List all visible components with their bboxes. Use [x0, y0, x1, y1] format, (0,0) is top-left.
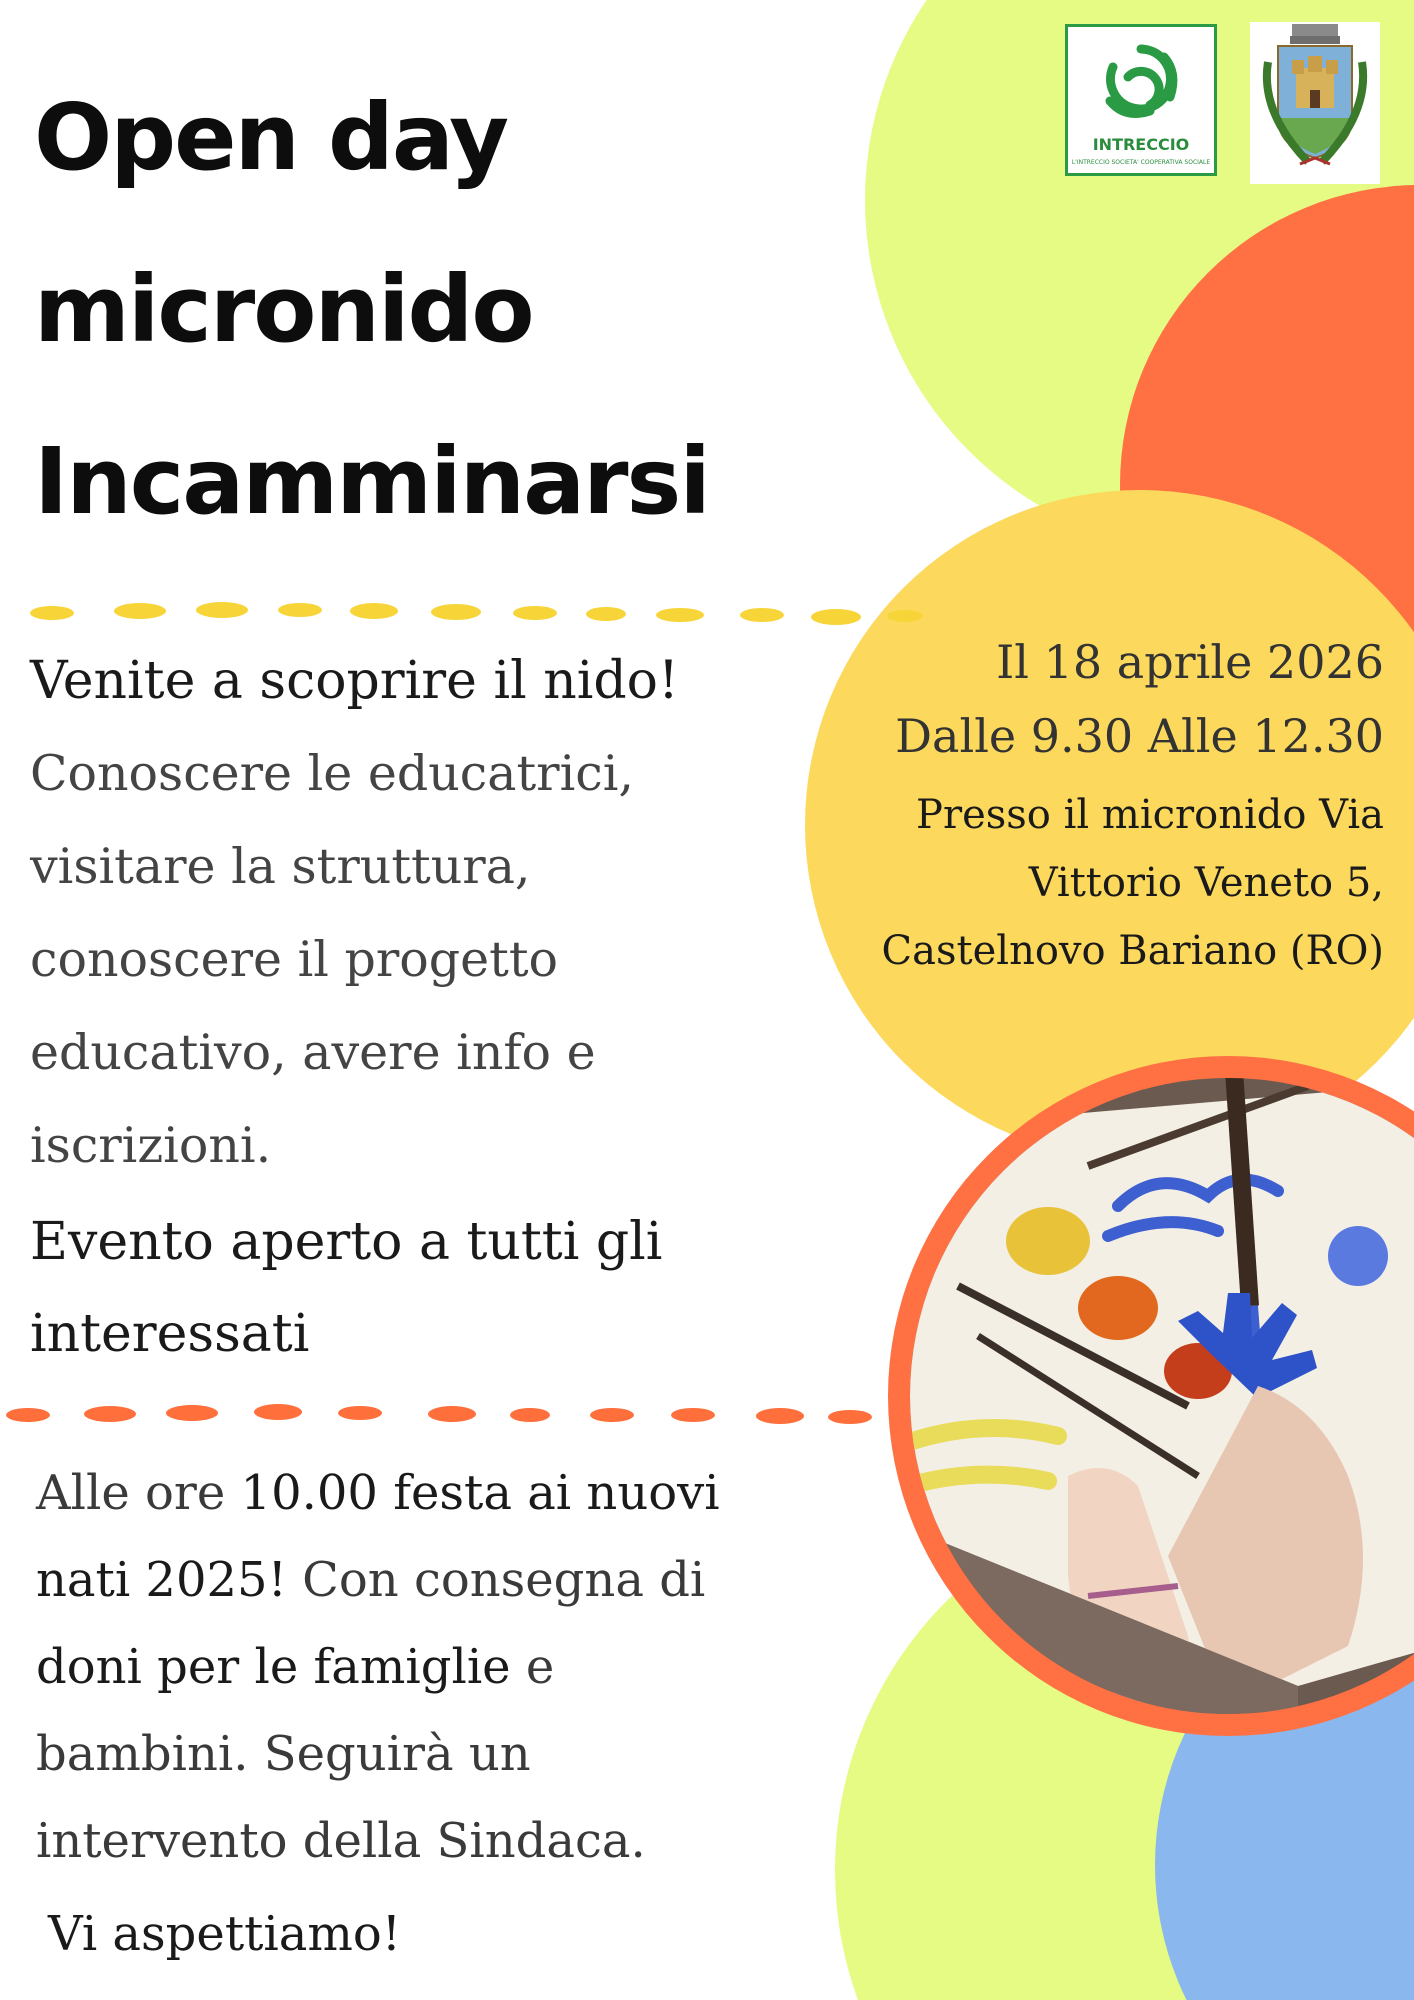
intro-body-line: conoscere il progetto — [30, 931, 559, 988]
intreccio-logo — [1065, 24, 1217, 176]
title-line-3: Incamminarsi — [34, 428, 709, 535]
place-line: Vittorio Veneto 5, — [1028, 860, 1384, 906]
party-highlight: doni per le famiglie — [36, 1639, 511, 1695]
party-line-1 — [36, 1450, 796, 1537]
party-highlight: nati 2025! — [36, 1552, 287, 1608]
time-from: 9.30 — [1030, 709, 1134, 763]
open-event-line: Evento aperto a tutti gli — [30, 1212, 663, 1272]
date-prefix: Il — [996, 635, 1030, 689]
painting-hand-photo — [878, 1046, 1414, 1746]
party-line-3 — [36, 1624, 796, 1711]
party-text: Con consegna di — [302, 1552, 706, 1608]
party-line-5: intervento della Sindaca. — [36, 1813, 646, 1869]
page-title — [34, 52, 794, 568]
party-text: e — [525, 1639, 555, 1695]
yellow-paint-jar — [1006, 1207, 1090, 1275]
party-line-4: bambini. Seguirà un — [36, 1726, 531, 1782]
party-text: Alle ore — [36, 1465, 226, 1521]
open-event-line: interessati — [30, 1304, 310, 1364]
open-event-note — [30, 1196, 810, 1380]
time-from-label: Dalle — [895, 709, 1017, 763]
title-line-1: Open day — [34, 84, 508, 191]
intro-lead: Venite a scoprire il nido! — [30, 651, 679, 711]
newborn-party-section — [36, 1450, 796, 1978]
blue-paint-spot — [1328, 1226, 1388, 1286]
event-date — [804, 625, 1384, 699]
intreccio-logo-subtitle: L'INTRECCIO SOCIETA' COOPERATIVA SOCIALE — [1071, 159, 1211, 166]
intro-body — [30, 727, 810, 1192]
time-to-label: Alle — [1147, 709, 1238, 763]
intro-body-line: Conoscere le educatrici, — [30, 745, 634, 802]
time-to: 12.30 — [1252, 709, 1384, 763]
intreccio-swirl-icon — [1068, 27, 1214, 137]
title-line-2: micronido — [34, 256, 533, 363]
place-line: Presso il micronido Via — [916, 792, 1384, 838]
intro-section — [30, 635, 810, 1380]
coat-of-arms-icon — [1250, 22, 1380, 184]
closing-greeting: Vi aspettiamo! — [48, 1906, 402, 1962]
municipal-coat-of-arms — [1250, 22, 1380, 184]
orange-dash-separator — [0, 1396, 900, 1436]
intro-body-line: educativo, avere info e — [30, 1024, 596, 1081]
intro-body-line: visitare la struttura, — [30, 838, 531, 895]
event-time — [804, 699, 1384, 773]
intro-body-line: iscrizioni. — [30, 1117, 272, 1174]
party-highlight: 10.00 festa ai nuovi — [240, 1465, 720, 1521]
intreccio-logo-name: INTRECCIO — [1092, 135, 1190, 154]
party-line-2 — [36, 1537, 796, 1624]
orange-paint-jar — [1078, 1276, 1158, 1340]
date-value: 18 aprile 2026 — [1043, 635, 1384, 689]
place-line: Castelnovo Bariano (RO) — [881, 928, 1384, 974]
event-place — [804, 781, 1384, 985]
event-info — [804, 625, 1384, 985]
